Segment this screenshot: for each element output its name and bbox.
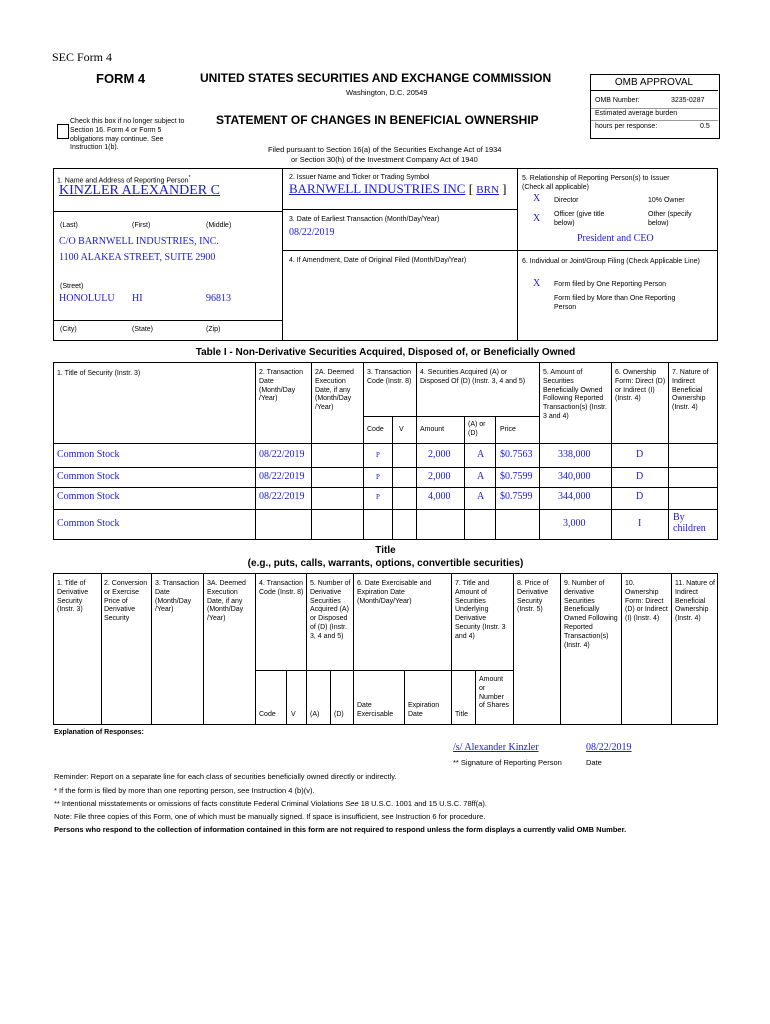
t1-col1-header: 1. Title of Security (Instr. 3) — [57, 370, 141, 377]
table2-subtitle: (e.g., puts, calls, warrants, options, convertible securities) — [247, 558, 524, 569]
persons-respond-note: Persons who respond to the collection of information contained in this form are not required to respond unless the form displays a currently valid OMB Number. — [54, 825, 627, 834]
burden-label: Estimated average burden — [595, 110, 678, 117]
city-line: Washington, D.C. 20549 — [346, 88, 428, 97]
checkbox-text: Check this box if no longer subject to Section 16. Form 4 or Form 5 obligations may continue. See Instruction 1(b). — [70, 118, 185, 152]
t1-col7-header: 7. Nature of Indirect Beneficial Ownership (Instr. 4) — [672, 369, 709, 412]
t2-code-header: Code — [259, 711, 276, 718]
t1-col3-header: 3. Transaction Code (Instr. 8) — [367, 369, 412, 385]
t2-v-header: V — [291, 711, 296, 718]
t2-amount-shares-header: Amount or Number of Shares — [479, 676, 509, 710]
t1-row4-nature: By children — [673, 512, 706, 534]
box2-label: 2. Issuer Name and Ticker or Trading Symbol — [289, 174, 430, 181]
t1-row2-date: 08/22/2019 — [259, 471, 305, 482]
t2-title-header: Title — [455, 711, 468, 718]
signature: /s/ Alexander Kinzler — [453, 742, 539, 753]
t1-row3-amount: 4,000 — [428, 491, 451, 502]
t2-date-ex-header: Date Exercisable — [357, 702, 394, 718]
signature-label: ** Signature of Reporting Person — [453, 758, 562, 767]
box4-label: 4. If Amendment, Date of Original Filed (Month/Day/Year) — [289, 257, 467, 264]
omb-title: OMB APPROVAL — [590, 75, 718, 91]
form-title: FORM 4 — [96, 71, 146, 86]
t1-aord-header: (A) or (D) — [468, 421, 486, 437]
other-label: Other (specify below) — [648, 211, 692, 227]
t2-col3a-header: 3A. Deemed Execution Date, if any (Month/Day /Year) — [207, 580, 246, 623]
omb-number: 3235-0287 — [671, 97, 705, 104]
t1-row3-owned: 344,000 — [558, 491, 591, 502]
officer-label: Officer (give title below) — [554, 211, 605, 227]
t2-col7-header: 7. Title and Amount of Securities Underlying Derivative Security (Instr. 3 and 4) — [455, 580, 506, 640]
t1-price-header: Price — [500, 426, 516, 433]
t1-row3-title: Common Stock — [57, 491, 120, 502]
address-line-2: 1100 ALAKEA STREET, SUITE 2900 — [59, 252, 216, 263]
box5-label: 5. Relationship of Reporting Person(s) to Issuer (Check all applicable) — [522, 175, 670, 191]
t1-row2-ad: A — [477, 471, 485, 482]
zip-value: 96813 — [206, 293, 231, 304]
t2-col11-header: 11. Nature of Indirect Beneficial Ownership (Instr. 4) — [675, 580, 715, 623]
sec-form-label: SEC Form 4 — [52, 50, 113, 64]
t1-row2-amount: 2,000 — [428, 471, 451, 482]
t1-row3-price: $0.7599 — [500, 491, 533, 502]
signature-date: 08/22/2019 — [586, 742, 632, 753]
state-label: (State) — [132, 326, 154, 333]
t2-col4-header: 4. Transaction Code (Instr. 8) — [259, 580, 304, 596]
t1-row1-date: 08/22/2019 — [259, 449, 305, 460]
t2-col8-header: 8. Price of Derivative Security (Instr. 5) — [517, 580, 549, 614]
t1-amount-header: Amount — [420, 426, 445, 433]
state-value: HI — [132, 293, 143, 304]
t1-row4-owned: 3,000 — [563, 518, 586, 529]
t1-row1-owned: 338,000 — [558, 449, 591, 460]
officer-title: President and CEO — [577, 233, 654, 244]
box3-label: 3. Date of Earliest Transaction (Month/Day/Year) — [289, 216, 440, 223]
street-label: (Street) — [60, 283, 84, 290]
issuer-name[interactable]: BARNWELL INDUSTRIES INC — [289, 181, 466, 196]
t1-row2-title: Common Stock — [57, 471, 120, 482]
reporting-person-name[interactable]: KINZLER ALEXANDER C — [59, 183, 220, 198]
city-label: (City) — [60, 326, 77, 333]
issuer-name-line: BARNWELL INDUSTRIES INC [ BRN ] — [289, 181, 507, 196]
t1-col2a-header: 2A. Deemed Execution Date, if any (Month/Day /Year) — [315, 369, 354, 412]
t1-row1-title: Common Stock — [57, 449, 120, 460]
t1-row2-form: D — [636, 471, 644, 482]
director-mark[interactable]: X — [533, 193, 541, 204]
box1-label: 1. Name and Address of Reporting Person* — [57, 175, 191, 185]
t2-exp-header: Expiration Date — [408, 702, 440, 718]
table2-title: Title — [375, 545, 396, 556]
date-label: Date — [586, 758, 602, 767]
box6-label: 6. Individual or Joint/Group Filing (Check Applicable Line) — [522, 258, 700, 265]
issuer-ticker[interactable]: BRN — [476, 184, 499, 196]
omb-number-label: OMB Number: — [595, 97, 640, 104]
t1-row1-amount: 2,000 — [428, 449, 451, 460]
t2-col9-header: 9. Number of derivative Securities Beneficially Owned Following Reported Transaction(s) (Instr. 4) — [564, 580, 618, 649]
explanation-label: Explanation of Responses: — [54, 729, 144, 736]
t1-row4-form: I — [638, 518, 642, 529]
t2-col1-header: 1. Title of Derivative Security (Instr. 3) — [57, 580, 89, 614]
t2-col6-header: 6. Date Exercisable and Expiration Date (Month/Day/Year) — [357, 580, 432, 605]
hours-value: 0.5 — [700, 123, 710, 130]
t2-col2-header: 2. Conversion or Exercise Price of Derivative Security — [104, 580, 148, 623]
t1-row1-form: D — [636, 449, 644, 460]
one-person-mark[interactable]: X — [533, 278, 541, 289]
t1-col2-header: 2. Transaction Date (Month/Day /Year) — [259, 369, 303, 403]
t1-col4-header: 4. Securities Acquired (A) or Disposed Of (D) (Instr. 3, 4 and 5) — [420, 369, 526, 385]
t1-code-header: Code — [367, 426, 384, 433]
earliest-transaction-date: 08/22/2019 — [289, 227, 335, 238]
director-label: Director — [554, 197, 579, 204]
agency-title: UNITED STATES SECURITIES AND EXCHANGE COMMISSION — [200, 71, 552, 85]
t1-row2-price: $0.7599 — [500, 471, 533, 482]
t1-row2-code: P — [376, 473, 380, 481]
table1-title: Table I - Non-Derivative Securities Acquired, Disposed of, or Beneficially Owned — [195, 347, 576, 358]
t1-row4-title: Common Stock — [57, 518, 120, 529]
t1-col5-header: 5. Amount of Securities Beneficially Owned Following Reported Transaction(s) (Instr. 3 and 4) — [543, 369, 607, 420]
city-value: HONOLULU — [59, 293, 115, 304]
t1-col6-header: 6. Ownership Form: Direct (D) or Indirect (I) (Instr. 4) — [615, 369, 666, 403]
hours-label: hours per response: — [595, 123, 658, 130]
reminder-note: Reminder: Report on a separate line for each class of securities beneficially owned directly or indirectly. — [54, 772, 397, 781]
t1-row3-form: D — [636, 491, 644, 502]
t2-d-header: (D) — [334, 711, 344, 718]
t1-row3-ad: A — [477, 491, 485, 502]
t1-row1-code: P — [376, 451, 380, 459]
officer-mark[interactable]: X — [533, 213, 541, 224]
t2-col3-header: 3. Transaction Date (Month/Day /Year) — [155, 580, 199, 614]
t2-col10-header: 10. Ownership Form: Direct (D) or Indirect (I) (Instr. 4) — [625, 580, 668, 623]
note-copies: Note: File three copies of this Form, one of which must be manually signed. If space is insufficient, see Instruction 6 for procedure. — [54, 812, 486, 821]
t1-row1-ad: A — [477, 449, 485, 460]
address-line-1: C/O BARNWELL INDUSTRIES, INC. — [59, 236, 219, 247]
first-label: (First) — [132, 222, 151, 229]
note-multiple-persons: * If the form is filed by more than one reporting person, see Instruction 4 (b)(v). — [54, 786, 315, 795]
t1-v-header: V — [399, 426, 404, 433]
t1-row1-price: $0.7563 — [500, 449, 533, 460]
ten-pct-label: 10% Owner — [648, 197, 685, 204]
no-longer-subject-checkbox[interactable] — [57, 124, 69, 139]
t1-row3-date: 08/22/2019 — [259, 491, 305, 502]
filed-line-1: Filed pursuant to Section 16(a) of the Securities Exchange Act of 1934 — [268, 145, 502, 154]
zip-label: (Zip) — [206, 326, 221, 333]
one-person-label: Form filed by One Reporting Person — [554, 281, 667, 288]
statement-title: STATEMENT OF CHANGES IN BENEFICIAL OWNERSHIP — [216, 113, 539, 127]
t1-row2-owned: 340,000 — [558, 471, 591, 482]
middle-label: (Middle) — [206, 222, 232, 229]
note-misstatements: ** Intentional misstatements or omissions of facts constitute Federal Criminal Violations See 18 U.S.C. 1001 and 15 U.S.C. 78ff(a). — [54, 799, 487, 808]
more-person-label: Form filed by More than One Reporting Person — [554, 295, 676, 311]
t1-row3-code: P — [376, 493, 380, 501]
t2-col5-header: 5. Number of Derivative Securities Acquired (A) or Disposed of (D) (Instr. 3, 4 and 5) — [310, 580, 351, 640]
filed-line-2: or Section 30(h) of the Investment Company Act of 1940 — [291, 155, 478, 164]
t2-a-header: (A) — [310, 711, 320, 718]
last-label: (Last) — [60, 222, 78, 229]
